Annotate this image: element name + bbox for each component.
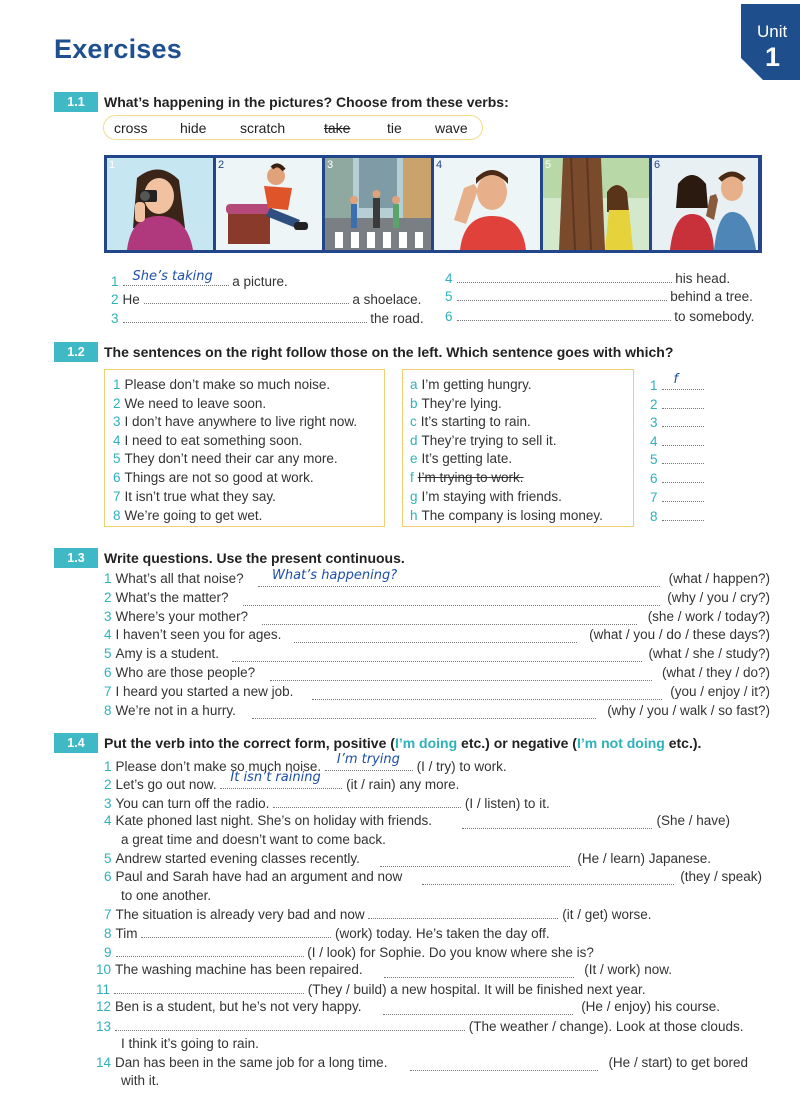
item-letter: f [410, 470, 414, 485]
ex3-item-8 [104, 703, 236, 718]
hint-text: (It / work) now. [584, 962, 672, 977]
answer-line[interactable] [312, 687, 662, 700]
item-number: 2 [104, 777, 112, 792]
item-text: Let’s go out now. [115, 777, 217, 792]
verb-box [103, 115, 483, 140]
item-letter: d [410, 433, 418, 448]
item-number: 1 [113, 377, 121, 392]
sentence-text: I’m staying with friends. [421, 489, 562, 504]
verb: scratch [240, 120, 286, 136]
exercise-badge: 1.4 [54, 733, 98, 753]
verb: hide [180, 120, 207, 136]
picture-number: 5 [545, 159, 552, 171]
left-sentence [113, 396, 266, 411]
item-text: Who are those people? [115, 665, 256, 680]
exercise-badge: 1.3 [54, 548, 98, 568]
match-answer [650, 470, 704, 486]
match-answer [650, 414, 704, 430]
answer-line[interactable] [457, 288, 667, 301]
ex1-item-3 [111, 310, 424, 326]
right-sentence [410, 451, 512, 466]
answer-line[interactable] [662, 414, 704, 427]
left-sentence [113, 377, 330, 392]
exercise-heading [104, 735, 701, 751]
item-number: 1 [111, 274, 119, 289]
answer-line[interactable] [232, 649, 642, 662]
sentence-text: It’s getting late. [421, 451, 513, 466]
ex1-item-1 [111, 269, 288, 289]
item-letter: e [410, 451, 418, 466]
item-number: 7 [113, 489, 121, 504]
hint-text: (He / enjoy) his course. [581, 999, 720, 1014]
sentence-text: They’re lying. [421, 396, 502, 411]
item-number: 6 [104, 869, 112, 884]
hint-text: (she / work / today?) [647, 609, 770, 624]
ex1-item-2 [111, 291, 421, 307]
item-text: You can turn off the radio. [115, 796, 270, 811]
ex3-item-5 [104, 646, 219, 661]
exercise-badge: 1.1 [54, 92, 98, 112]
page-title: Exercises [54, 34, 182, 64]
ex3-item-4 [104, 627, 281, 642]
item-continuation: I think it’s going to rain. [121, 1036, 259, 1051]
item-number: 6 [113, 470, 121, 485]
item-text: What’s all that noise? [115, 571, 244, 586]
ex4-item-10 [96, 962, 363, 977]
handwritten-answer: I’m trying [336, 752, 400, 767]
item-text: the road. [370, 311, 424, 326]
picture-2 [216, 158, 322, 250]
item-number: 1 [104, 571, 112, 586]
right-sentence [410, 414, 531, 429]
item-number: 8 [113, 508, 121, 523]
left-sentence [113, 433, 302, 448]
item-number: 9 [104, 945, 112, 960]
item-number: 5 [104, 646, 112, 661]
item-text: I haven’t seen you for ages. [115, 627, 282, 642]
ex4-item-9 [104, 944, 594, 960]
item-text: (They / build) a new hospital. It will be finished next year. [307, 982, 646, 997]
hint-text: (He / start) to get bored [608, 1055, 748, 1070]
item-text: What’s the matter? [115, 590, 229, 605]
hint-text: (you / enjoy / it?) [670, 684, 770, 699]
heading-negative-form: I’m not doing [576, 735, 665, 751]
answer-line[interactable] [384, 965, 574, 978]
handwritten-answer: She’s taking [132, 269, 213, 284]
picture-3 [325, 158, 431, 250]
item-number: 6 [104, 665, 112, 680]
item-number: 4 [104, 813, 112, 828]
item-number: 13 [96, 1019, 112, 1034]
match-answer [650, 508, 704, 524]
item-number: 1 [650, 378, 658, 393]
item-text: (I / look) for Sophie. Do you know where she is? [307, 945, 594, 960]
hint-text: (what / happen?) [668, 571, 770, 586]
item-number: 14 [96, 1055, 112, 1070]
ex4-item-5 [104, 851, 360, 866]
left-sentence [113, 489, 276, 504]
item-letter: g [410, 489, 418, 504]
left-sentence [113, 470, 314, 485]
answer-line[interactable] [462, 816, 652, 829]
item-number: 1 [104, 759, 112, 774]
sentence-text: I need to eat something soon. [124, 433, 303, 448]
handwritten-answer: f [673, 372, 679, 387]
answer-line[interactable] [662, 372, 704, 390]
answer-line[interactable] [243, 593, 660, 606]
answer-line[interactable] [262, 612, 637, 625]
sentence-text: Things are not so good at work. [124, 470, 314, 485]
answer-line[interactable] [294, 630, 577, 643]
right-sentence-crossed-out [410, 470, 524, 485]
woman-taking-photo-illustration [107, 158, 213, 250]
hint-text: (why / you / walk / so fast?) [607, 703, 770, 718]
right-sentence [410, 489, 562, 504]
answer-line[interactable] [410, 1058, 598, 1071]
answer-line[interactable] [116, 944, 304, 957]
ex1-item-5 [445, 288, 753, 304]
answer-line[interactable] [115, 1018, 465, 1031]
people-crossing-road-illustration [325, 158, 431, 250]
item-continuation: a great time and doesn’t want to come back. [121, 832, 386, 847]
right-sentence [410, 396, 502, 411]
item-number: 7 [650, 490, 658, 505]
item-continuation: to one another. [121, 888, 212, 903]
item-number: 4 [445, 271, 453, 286]
ex4-item-11 [96, 981, 645, 997]
left-sentence [113, 414, 357, 429]
item-text: Dan has been in the same job for a long time. [115, 1055, 388, 1070]
man-tying-shoelace-illustration [216, 158, 322, 250]
answer-line[interactable] [457, 270, 672, 283]
item-number: 3 [104, 796, 112, 811]
item-number: 8 [104, 926, 112, 941]
answer-line[interactable] [662, 433, 704, 446]
verb-crossed-out: take [324, 120, 351, 136]
exercise-badge: 1.2 [54, 342, 98, 362]
match-answer [650, 451, 704, 467]
sentence-text: The company is losing money. [421, 508, 603, 523]
match-answer [650, 489, 704, 505]
answer-line[interactable] [325, 752, 413, 771]
item-number: 10 [96, 962, 112, 977]
item-letter: a [410, 377, 418, 392]
heading-part: Put the verb into the correct form, positive ( [104, 735, 395, 751]
hint-text: (what / they / do?) [661, 665, 770, 680]
hint-text: (He / learn) Japanese. [577, 851, 711, 866]
answer-line[interactable] [380, 854, 570, 867]
ex3-item-7 [104, 684, 293, 699]
picture-strip [104, 155, 762, 253]
picture-number: 4 [436, 159, 443, 171]
ex4-item-14 [96, 1055, 387, 1070]
right-sentence [410, 508, 603, 523]
ex3-item-6 [104, 665, 255, 680]
item-text: We’re not in a hurry. [115, 703, 236, 718]
item-number: 3 [650, 415, 658, 430]
item-number: 5 [445, 289, 453, 304]
unit-number: 1 [765, 42, 781, 72]
ex4-item-13 [96, 1018, 743, 1034]
answer-line[interactable] [252, 706, 596, 719]
sentence-text: We’re going to get wet. [124, 508, 263, 523]
item-number: 5 [104, 851, 112, 866]
ex4-item-12 [96, 999, 361, 1014]
ex1-item-6 [445, 308, 754, 324]
item-letter: h [410, 508, 418, 523]
answer-line[interactable] [662, 508, 704, 521]
item-text: a picture. [232, 274, 288, 289]
item-text: Andrew started evening classes recently. [115, 851, 360, 866]
answer-line[interactable] [273, 795, 461, 808]
ex3-item-3 [104, 609, 248, 624]
item-number: 3 [104, 609, 112, 624]
item-number: 8 [104, 703, 112, 718]
item-text: He [122, 292, 140, 307]
answer-line[interactable] [662, 396, 704, 409]
picture-number: 1 [109, 159, 116, 171]
item-number: 12 [96, 999, 112, 1014]
item-text: (work) today. He’s taken the day off. [335, 926, 550, 941]
answer-line[interactable] [220, 770, 342, 789]
sentence-text: They’re trying to sell it. [421, 433, 557, 448]
left-sentence [113, 451, 338, 466]
answer-line[interactable] [123, 269, 229, 286]
exercise-heading: The sentences on the right follow those on the left. Which sentence goes with which? [104, 344, 674, 360]
item-number: 4 [104, 627, 112, 642]
people-waving-illustration [652, 158, 758, 250]
item-text: I heard you started a new job. [115, 684, 294, 699]
answer-line[interactable] [114, 981, 304, 994]
unit-label: Unit [757, 22, 788, 41]
match-answer [650, 372, 704, 393]
item-number: 5 [113, 451, 121, 466]
item-text: Ben is a student, but he’s not very happy. [115, 999, 362, 1014]
hint-text: (She / have) [656, 813, 730, 828]
ex4-item-7 [104, 906, 651, 922]
item-text: a shoelace. [352, 292, 422, 307]
item-continuation: with it. [121, 1073, 160, 1088]
picture-number: 2 [218, 159, 225, 171]
heading-positive-form: I’m doing [394, 735, 458, 751]
right-sentence [410, 377, 532, 392]
hint-text: (they / speak) [680, 869, 762, 884]
item-number: 2 [113, 396, 121, 411]
girl-hiding-behind-tree-illustration [543, 158, 649, 250]
item-number: 8 [650, 509, 658, 524]
item-text: his head. [675, 271, 731, 286]
man-scratching-head-illustration [434, 158, 540, 250]
hint-text: (why / you / cry?) [667, 590, 770, 605]
sentence-text: I’m trying to work. [417, 470, 524, 485]
answer-line[interactable] [144, 291, 349, 304]
answer-line[interactable] [457, 308, 671, 321]
item-number: 5 [650, 452, 658, 467]
sentence-text: I don’t have anywhere to live right now. [124, 414, 358, 429]
match-answer [650, 396, 704, 412]
item-text: Amy is a student. [115, 646, 220, 661]
item-text: Kate phoned last night. She’s on holiday with friends. [115, 813, 432, 828]
sentence-text: Please don’t make so much noise. [124, 377, 331, 392]
answer-line[interactable] [270, 668, 652, 681]
item-text: The situation is already very bad and now [115, 907, 365, 922]
item-number: 6 [445, 309, 453, 324]
ex3-item-1 [104, 571, 244, 586]
answer-line[interactable] [662, 470, 704, 483]
item-text: Paul and Sarah have had an argument and now [115, 869, 403, 884]
handwritten-answer: It isn’t raining [230, 770, 321, 785]
item-number: 4 [113, 433, 121, 448]
item-number: 2 [650, 397, 658, 412]
item-text: The washing machine has been repaired. [115, 962, 363, 977]
answer-line[interactable] [662, 451, 704, 464]
verb: cross [114, 120, 148, 136]
verb: tie [387, 120, 402, 136]
item-text: Where’s your mother? [115, 609, 249, 624]
item-number: 2 [104, 590, 112, 605]
ex4-item-2 [104, 770, 460, 792]
picture-number: 6 [654, 159, 661, 171]
sentence-text: We need to leave soon. [124, 396, 267, 411]
item-number: 6 [650, 471, 658, 486]
item-text: Tim [115, 926, 138, 941]
picture-6 [652, 158, 758, 250]
item-text: (it / get) worse. [562, 907, 652, 922]
picture-4 [434, 158, 540, 250]
sentence-text: It’s starting to rain. [420, 414, 531, 429]
item-text: to somebody. [674, 309, 755, 324]
item-number: 7 [104, 684, 112, 699]
answer-line[interactable] [368, 906, 558, 919]
hint-text: (what / you / do / these days?) [589, 627, 770, 642]
item-text: behind a tree. [670, 289, 753, 304]
item-text: Please don’t make so much noise. [115, 759, 322, 774]
sentence-text: They don’t need their car any more. [124, 451, 338, 466]
item-text: (I / listen) to it. [464, 796, 550, 811]
item-text: (The weather / change). Look at those clouds. [468, 1019, 744, 1034]
sentence-text: It isn’t true what they say. [124, 489, 276, 504]
left-sentence [113, 508, 262, 523]
answer-line[interactable] [123, 310, 367, 323]
ex4-item-8 [104, 925, 550, 941]
item-letter: b [410, 396, 418, 411]
sentence-text: I’m getting hungry. [421, 377, 532, 392]
handwritten-answer: What’s happening? [272, 568, 398, 583]
answer-line[interactable] [141, 925, 331, 938]
heading-part: etc.). [664, 735, 702, 751]
right-sentence [410, 433, 557, 448]
answer-line[interactable] [422, 872, 674, 885]
picture-number: 3 [327, 159, 334, 171]
answer-line[interactable] [383, 1002, 573, 1015]
item-number: 11 [96, 982, 111, 997]
item-number: 4 [650, 434, 658, 449]
item-number: 3 [111, 311, 119, 326]
picture-1 [107, 158, 213, 250]
item-text: (I / try) to work. [416, 759, 507, 774]
ex4-item-6 [104, 869, 402, 884]
ex4-item-3 [104, 795, 550, 811]
match-answer [650, 433, 704, 449]
ex3-item-2 [104, 590, 229, 605]
picture-5 [543, 158, 649, 250]
ex1-item-4 [445, 270, 730, 286]
answer-line[interactable] [662, 489, 704, 502]
exercise-heading: Write questions. Use the present continuous. [104, 550, 405, 566]
heading-part: etc.) or negative ( [457, 735, 577, 751]
item-number: 2 [111, 292, 119, 307]
item-number: 3 [113, 414, 121, 429]
hint-text: (what / she / study?) [648, 646, 770, 661]
item-text: (it / rain) any more. [346, 777, 460, 792]
ex4-item-4 [104, 813, 432, 828]
item-letter: c [410, 414, 417, 429]
verb: wave [435, 120, 468, 136]
exercise-heading: What’s happening in the pictures? Choose from these verbs: [104, 94, 509, 110]
item-number: 7 [104, 907, 112, 922]
